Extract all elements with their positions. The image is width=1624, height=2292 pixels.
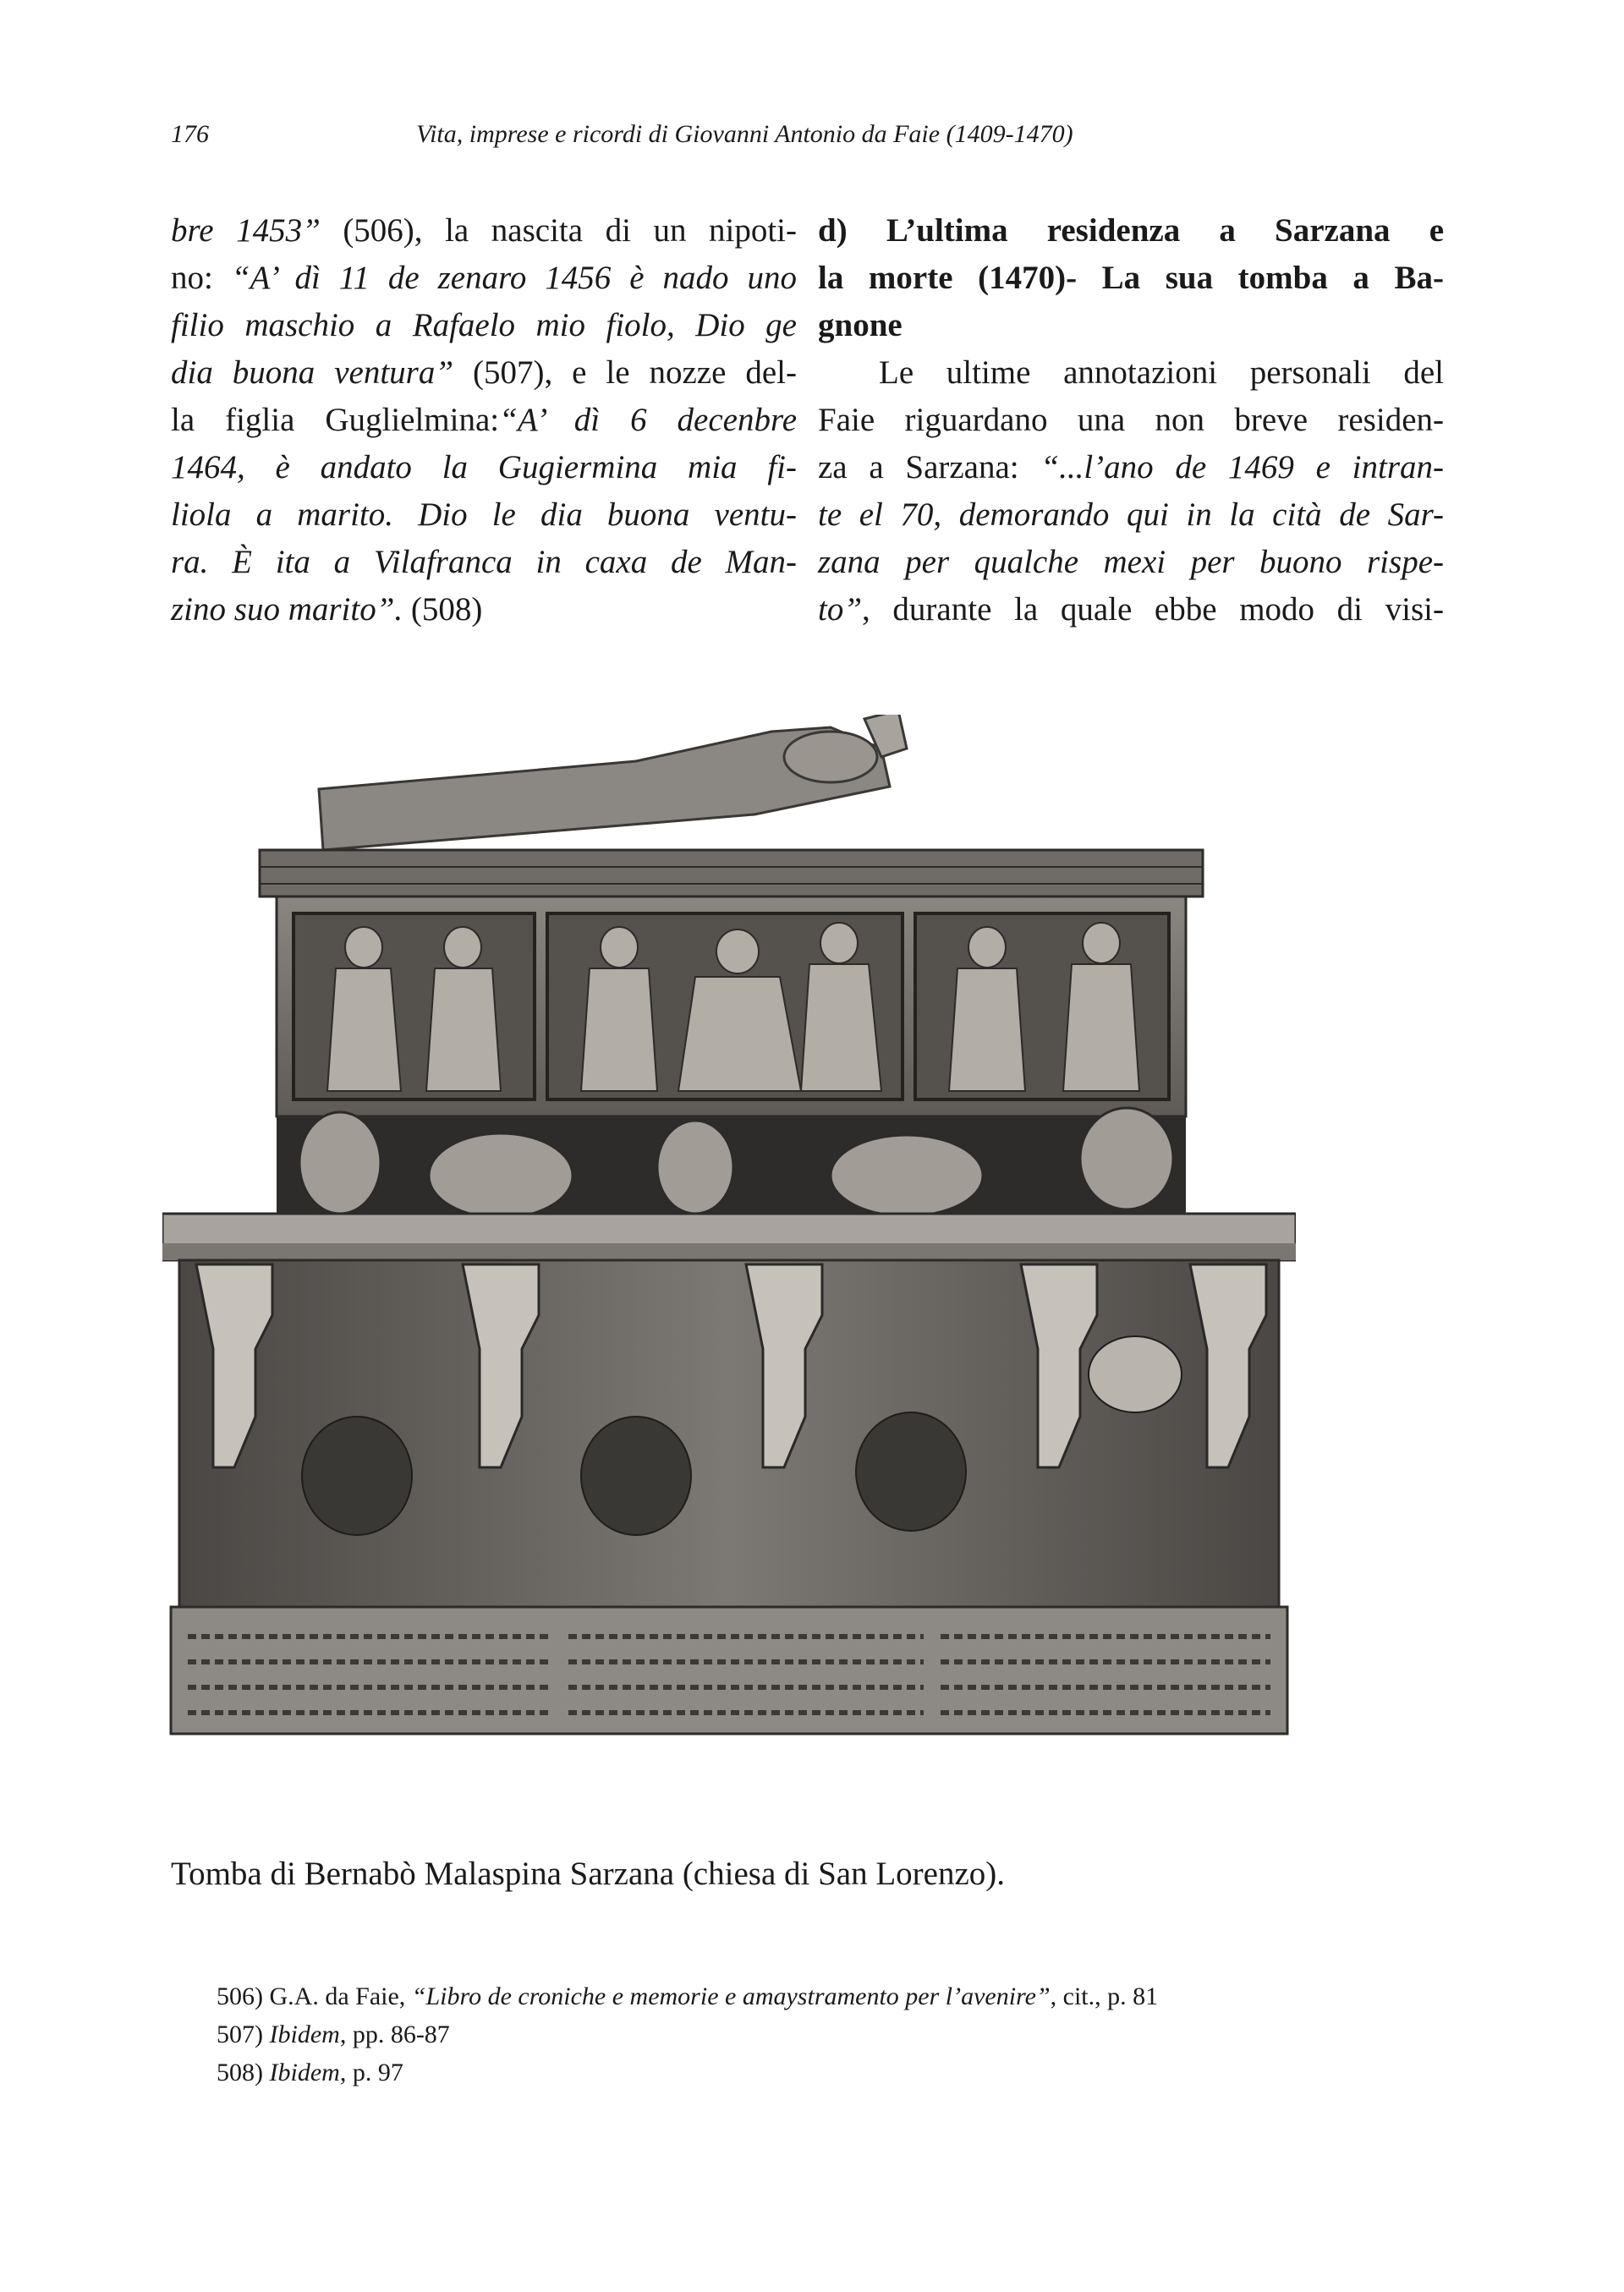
text-line: za a Sarzana: “...l’ano de 1469 e intran-: [818, 449, 1445, 485]
text-line: to”, durante la quale ebbe modo di visi-: [818, 591, 1444, 628]
page-number: 176: [171, 120, 209, 148]
cornice: [260, 850, 1203, 897]
text-line: zana per qualche mexi per buono rispe-: [818, 544, 1444, 580]
text-line: dia buona ventura” (507), e le nozze del-: [171, 354, 797, 391]
section-title: gnone: [818, 307, 903, 343]
right-column: [818, 207, 1444, 633]
section-title: d) L’ultima residenza a Sarzana e: [818, 212, 1444, 249]
text-line: zino suo marito”. (508): [171, 591, 483, 628]
text-line: liola a marito. Dio le dia buona ventu-: [171, 496, 797, 533]
footnotes: [217, 1977, 1158, 2092]
text-line: bre 1453” (506), la nascita di un nipoti-: [171, 212, 797, 249]
text-line: te el 70, demorando qui in la cità de Sar-: [818, 496, 1444, 533]
page-header: [171, 120, 1444, 161]
text-line: la figlia Guglielmina:“A’ dì 6 decenbre: [171, 402, 797, 438]
effigy-head: [784, 732, 877, 782]
footnote: 507) Ibidem, pp. 86-87: [217, 2021, 450, 2048]
text-line: Faie riguardano una non breve residen-: [818, 402, 1444, 438]
text-line: ra. È ita a Vilafranca in caxa de Man-: [171, 544, 797, 580]
text-line: Le ultime annotazioni personali del: [879, 354, 1444, 391]
text-line: no: “A’ dì 11 de zenaro 1456 è nado uno: [171, 260, 797, 296]
left-column: [171, 207, 797, 633]
footnote: 506) G.A. da Faie, “Libro de croniche e memorie e amaystramento per l’avenire”, cit., p. 81: [217, 1982, 1159, 2010]
footnote: 508) Ibidem, p. 97: [217, 2059, 403, 2086]
section-title: la morte (1470)- La sua tomba a Ba-: [818, 260, 1444, 296]
running-title: Vita, imprese e ricordi di Giovanni Antonio da Faie (1409-1470): [416, 120, 1073, 148]
tomb-illustration: [162, 715, 1296, 1823]
tomb-photo: [162, 715, 1296, 1823]
figure-caption: Tomba di Bernabò Malaspina Sarzana (chiesa di San Lorenzo).: [171, 1856, 1006, 1892]
text-line: filio maschio a Rafaelo mio fiolo, Dio ge: [171, 307, 797, 343]
text-line: 1464, è andato la Gugiermina mia fi-: [171, 449, 797, 485]
